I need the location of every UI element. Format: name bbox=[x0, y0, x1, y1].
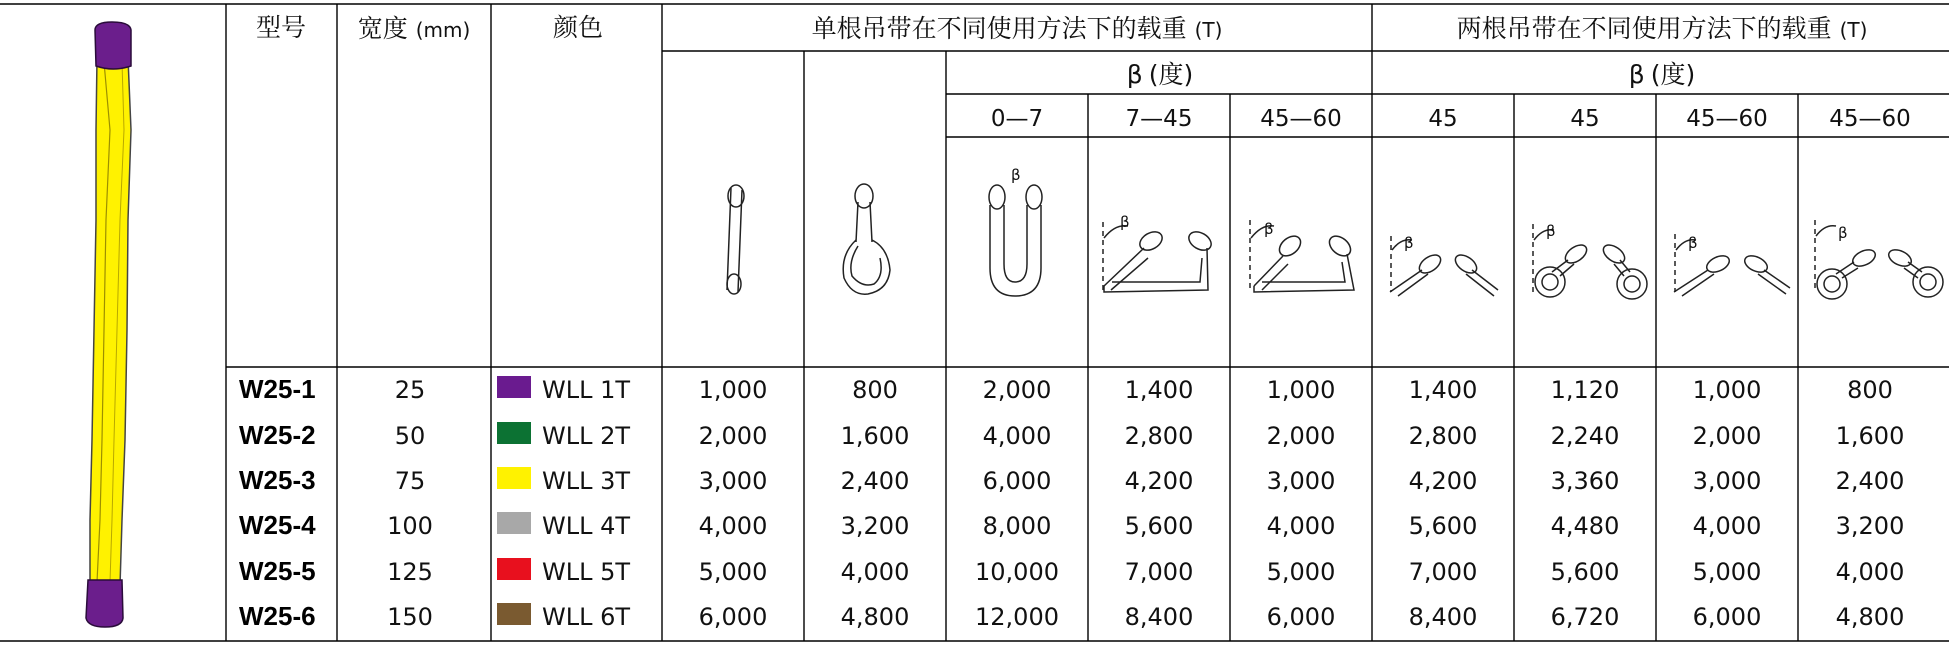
load-cell: 12,000 bbox=[975, 603, 1059, 631]
load-cell: 5,000 bbox=[698, 558, 768, 586]
diagram-beta-label: β bbox=[1838, 224, 1848, 242]
load-cell: 4,000 bbox=[1692, 512, 1762, 540]
load-cell: 2,400 bbox=[1835, 467, 1905, 495]
color-swatch bbox=[497, 603, 531, 625]
wll-cell: WLL 6T bbox=[542, 603, 631, 631]
load-cell: 2,000 bbox=[698, 422, 768, 450]
width-cell: 150 bbox=[387, 603, 433, 631]
load-cell: 6,000 bbox=[1266, 603, 1336, 631]
diagram-beta-label: β bbox=[1011, 166, 1021, 184]
load-cell: 8,400 bbox=[1408, 603, 1478, 631]
diagram-beta-label: β bbox=[1264, 220, 1274, 238]
diagram-basket-lift bbox=[989, 166, 1042, 296]
width-cell: 100 bbox=[387, 512, 433, 540]
color-swatch bbox=[497, 422, 531, 444]
load-cell: 2,240 bbox=[1550, 422, 1620, 450]
load-cell: 3,000 bbox=[698, 467, 768, 495]
wll-cell: WLL 4T bbox=[542, 512, 631, 540]
load-cell: 5,600 bbox=[1550, 558, 1620, 586]
load-cell: 6,720 bbox=[1550, 603, 1620, 631]
angle-header: 45 bbox=[1570, 106, 1600, 132]
model-cell: W25-1 bbox=[239, 374, 316, 404]
load-cell: 4,000 bbox=[1266, 512, 1336, 540]
angle-header: 45—60 bbox=[1686, 106, 1768, 132]
wll-cell: WLL 5T bbox=[542, 558, 631, 586]
model-cell: W25-3 bbox=[239, 465, 316, 495]
table-row bbox=[239, 374, 1893, 404]
load-cell: 2,000 bbox=[982, 376, 1052, 404]
header-beta-single bbox=[1127, 60, 1193, 89]
load-cell: 7,000 bbox=[1408, 558, 1478, 586]
beta-symbol: β bbox=[1126, 60, 1143, 89]
load-cell: 1,400 bbox=[1124, 376, 1194, 404]
angle-header: 45—60 bbox=[1829, 106, 1911, 132]
width-cell: 75 bbox=[394, 467, 426, 495]
angle-header: 7—45 bbox=[1125, 106, 1193, 132]
angle-headers bbox=[991, 106, 1911, 132]
table-row bbox=[239, 601, 1904, 631]
load-cell: 1,000 bbox=[1266, 376, 1336, 404]
width-cell: 25 bbox=[394, 376, 426, 404]
diagram-choker-lift bbox=[843, 184, 890, 294]
load-cell: 4,200 bbox=[1124, 467, 1194, 495]
wll-cell: WLL 1T bbox=[542, 376, 631, 404]
load-cell: 8,000 bbox=[982, 512, 1052, 540]
width-cell: 125 bbox=[387, 558, 433, 586]
load-cell: 4,000 bbox=[698, 512, 768, 540]
load-cell: 3,200 bbox=[1835, 512, 1905, 540]
diagram-beta-label: β bbox=[1546, 222, 1556, 240]
load-cell: 6,000 bbox=[982, 467, 1052, 495]
color-swatch bbox=[497, 558, 531, 580]
color-swatch bbox=[497, 467, 531, 489]
color-swatch bbox=[497, 376, 531, 398]
header-model: 型号 bbox=[255, 13, 307, 42]
table-body bbox=[239, 374, 1904, 631]
model-cell: W25-5 bbox=[239, 556, 316, 586]
sling-cap-bottom bbox=[86, 580, 123, 627]
header-width-unit: (mm) bbox=[415, 18, 471, 42]
header-color: 颜色 bbox=[552, 13, 604, 42]
load-cell: 4,800 bbox=[840, 603, 910, 631]
angle-header: 0—7 bbox=[990, 106, 1044, 132]
load-cell: 4,000 bbox=[1835, 558, 1905, 586]
header-width-label: 宽度 bbox=[357, 14, 408, 43]
load-cell: 6,000 bbox=[1692, 603, 1762, 631]
beta-unit: (度) bbox=[1148, 60, 1194, 89]
load-cell: 2,000 bbox=[1692, 422, 1762, 450]
double-group-unit: (T) bbox=[1839, 18, 1868, 42]
header-single-group bbox=[812, 14, 1223, 43]
sling-illustration bbox=[86, 22, 131, 627]
beta-unit: (度) bbox=[1650, 60, 1696, 89]
load-cell: 1,600 bbox=[840, 422, 910, 450]
load-cell: 4,800 bbox=[1835, 603, 1905, 631]
sling-cap-top bbox=[95, 22, 131, 69]
table-row bbox=[239, 510, 1904, 540]
load-cell: 4,000 bbox=[982, 422, 1052, 450]
load-cell: 5,600 bbox=[1408, 512, 1478, 540]
load-cell: 1,000 bbox=[1692, 376, 1762, 404]
table-row bbox=[239, 556, 1904, 586]
table-row bbox=[239, 465, 1904, 495]
sling-body bbox=[90, 58, 131, 586]
angle-header: 45—60 bbox=[1260, 106, 1342, 132]
load-cell: 10,000 bbox=[975, 558, 1059, 586]
load-cell: 3,000 bbox=[1692, 467, 1762, 495]
load-cell: 1,120 bbox=[1550, 376, 1620, 404]
table-grid bbox=[0, 4, 1949, 641]
header-double-group bbox=[1457, 14, 1868, 43]
load-cell: 3,360 bbox=[1550, 467, 1620, 495]
load-cell: 4,480 bbox=[1550, 512, 1620, 540]
load-cell: 4,000 bbox=[840, 558, 910, 586]
diagram-two-leg-wide-straight bbox=[1674, 234, 1790, 296]
load-cell: 3,200 bbox=[840, 512, 910, 540]
load-cell: 8,400 bbox=[1124, 603, 1194, 631]
model-cell: W25-4 bbox=[239, 510, 316, 540]
load-cell: 2,400 bbox=[840, 467, 910, 495]
load-cell: 800 bbox=[852, 376, 898, 404]
diagram-beta-label: β bbox=[1404, 234, 1414, 252]
width-cell: 50 bbox=[394, 422, 426, 450]
single-group-label: 单根吊带在不同使用方法下的载重 bbox=[811, 14, 1187, 43]
diagram-beta-label: β bbox=[1688, 234, 1698, 252]
load-cell: 800 bbox=[1847, 376, 1893, 404]
diagram-basket-angle-1 bbox=[1103, 213, 1214, 292]
diagram-two-leg-wide-choker bbox=[1815, 220, 1943, 299]
diagram-two-leg-choker bbox=[1533, 222, 1647, 299]
angle-header: 45 bbox=[1428, 106, 1458, 132]
diagram-basket-angle-2 bbox=[1250, 220, 1354, 292]
load-cell: 5,000 bbox=[1266, 558, 1336, 586]
load-cell: 2,800 bbox=[1124, 422, 1194, 450]
model-cell: W25-2 bbox=[239, 420, 316, 450]
wll-cell: WLL 3T bbox=[542, 467, 631, 495]
load-cell: 2,800 bbox=[1408, 422, 1478, 450]
diagram-straight-lift bbox=[727, 185, 744, 294]
color-swatch bbox=[497, 512, 531, 534]
single-group-unit: (T) bbox=[1194, 18, 1223, 42]
table-row bbox=[239, 420, 1904, 450]
wll-cell: WLL 2T bbox=[542, 422, 631, 450]
model-cell: W25-6 bbox=[239, 601, 316, 631]
diagram-beta-label: β bbox=[1120, 213, 1130, 231]
load-cell: 6,000 bbox=[698, 603, 768, 631]
diagram-two-leg-straight bbox=[1390, 234, 1498, 296]
load-cell: 5,000 bbox=[1692, 558, 1762, 586]
double-group-label: 两根吊带在不同使用方法下的载重 bbox=[1456, 14, 1832, 43]
load-cell: 4,200 bbox=[1408, 467, 1478, 495]
beta-symbol: β bbox=[1628, 60, 1645, 89]
load-cell: 5,600 bbox=[1124, 512, 1194, 540]
load-cell: 1,000 bbox=[698, 376, 768, 404]
load-cell: 1,400 bbox=[1408, 376, 1478, 404]
load-cell: 3,000 bbox=[1266, 467, 1336, 495]
load-cell: 2,000 bbox=[1266, 422, 1336, 450]
header-width bbox=[358, 14, 471, 43]
load-cell: 1,600 bbox=[1835, 422, 1905, 450]
header-beta-double bbox=[1629, 60, 1695, 89]
load-cell: 7,000 bbox=[1124, 558, 1194, 586]
